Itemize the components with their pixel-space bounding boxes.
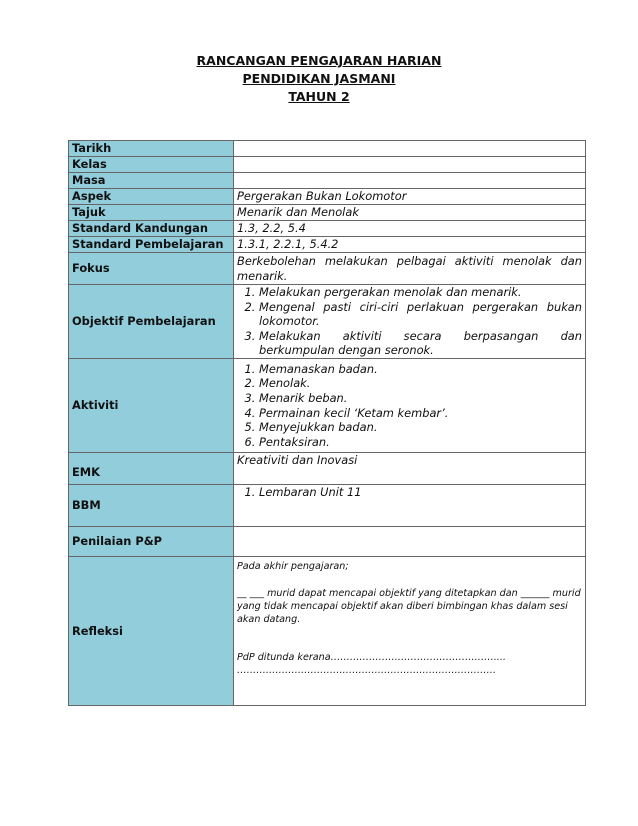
refleksi-postponed: PdP ditunda kerana……………………………………………....	[237, 652, 506, 663]
objektif-item: 1. Melakukan pergerakan menolak dan menarik.	[259, 285, 582, 300]
objektif-list	[237, 285, 582, 358]
objektif-item: 2. Mengenal pasti ciri-ciri perlakuan pergerakan bukan lokomotor.	[259, 300, 582, 329]
row-tarikh	[69, 141, 586, 157]
label-aktiviti: Aktiviti	[69, 359, 234, 453]
document-header	[0, 52, 638, 106]
value-kelas	[234, 157, 586, 173]
label-refleksi: Refleksi	[69, 557, 234, 706]
header-subject: PENDIDIKAN JASMANI	[242, 71, 396, 86]
row-refleksi	[69, 557, 586, 706]
label-fokus: Fokus	[69, 253, 234, 285]
label-objektif: Objektif Pembelajaran	[69, 285, 234, 359]
row-objektif	[69, 285, 586, 359]
row-standard-kandungan	[69, 221, 586, 237]
aktiviti-item: 1. Memanaskan badan.	[259, 362, 582, 377]
row-fokus	[69, 253, 586, 285]
label-penilaian: Penilaian P&P	[69, 527, 234, 557]
value-objektif	[234, 285, 586, 359]
row-bbm	[69, 485, 586, 527]
aktiviti-item: 3. Menarik beban.	[259, 391, 582, 406]
value-refleksi	[234, 557, 586, 706]
bbm-item: 1. Lembaran Unit 11	[259, 485, 582, 500]
row-masa	[69, 173, 586, 189]
value-bbm	[234, 485, 586, 527]
refleksi-dotted-line: ………………………………………………………………………	[237, 665, 497, 676]
label-kelas: Kelas	[69, 157, 234, 173]
label-tajuk: Tajuk	[69, 205, 234, 221]
row-standard-pembelajaran	[69, 237, 586, 253]
lesson-plan-table	[68, 140, 586, 706]
row-penilaian	[69, 527, 586, 557]
value-fokus: Berkebolehan melakukan pelbagai aktiviti menolak dan menarik.	[234, 253, 586, 285]
value-aspek: Pergerakan Bukan Lokomotor	[234, 189, 586, 205]
header-year: TAHUN 2	[288, 89, 350, 104]
label-standard-kandungan: Standard Kandungan	[69, 221, 234, 237]
value-emk: Kreativiti dan Inovasi	[234, 453, 586, 485]
aktiviti-item: 5. Menyejukkan badan.	[259, 420, 582, 435]
value-masa	[234, 173, 586, 189]
label-aspek: Aspek	[69, 189, 234, 205]
aktiviti-item: 2. Menolak.	[259, 376, 582, 391]
value-tajuk: Menarik dan Menolak	[234, 205, 586, 221]
value-aktiviti	[234, 359, 586, 453]
value-standard-pembelajaran: 1.3.1, 2.2.1, 5.4.2	[234, 237, 586, 253]
row-kelas	[69, 157, 586, 173]
label-bbm: BBM	[69, 485, 234, 527]
refleksi-achievement: __ ___ murid dapat mencapai objektif yang ditetapkan dan ______ murid yang tidak mencapai objektif akan diberi bimbingan khas dalam sesi akan datang.	[237, 588, 581, 625]
value-standard-kandungan: 1.3, 2.2, 5.4	[234, 221, 586, 237]
label-standard-pembelajaran: Standard Pembelajaran	[69, 237, 234, 253]
bbm-list	[237, 485, 582, 500]
aktiviti-item: 6. Pentaksiran.	[259, 435, 582, 450]
label-masa: Masa	[69, 173, 234, 189]
objektif-item: 3. Melakukan aktiviti secara berpasangan dan berkumpulan dengan seronok.	[259, 329, 582, 358]
label-tarikh: Tarikh	[69, 141, 234, 157]
aktiviti-list	[237, 362, 582, 450]
row-tajuk	[69, 205, 586, 221]
aktiviti-item: 4. Permainan kecil ‘Ketam kembar’.	[259, 406, 582, 421]
row-emk	[69, 453, 586, 485]
row-aspek	[69, 189, 586, 205]
row-aktiviti	[69, 359, 586, 453]
label-emk: EMK	[69, 453, 234, 485]
refleksi-intro: Pada akhir pengajaran;	[237, 561, 349, 572]
value-penilaian	[234, 527, 586, 557]
header-title: RANCANGAN PENGAJARAN HARIAN	[196, 53, 442, 68]
value-tarikh	[234, 141, 586, 157]
